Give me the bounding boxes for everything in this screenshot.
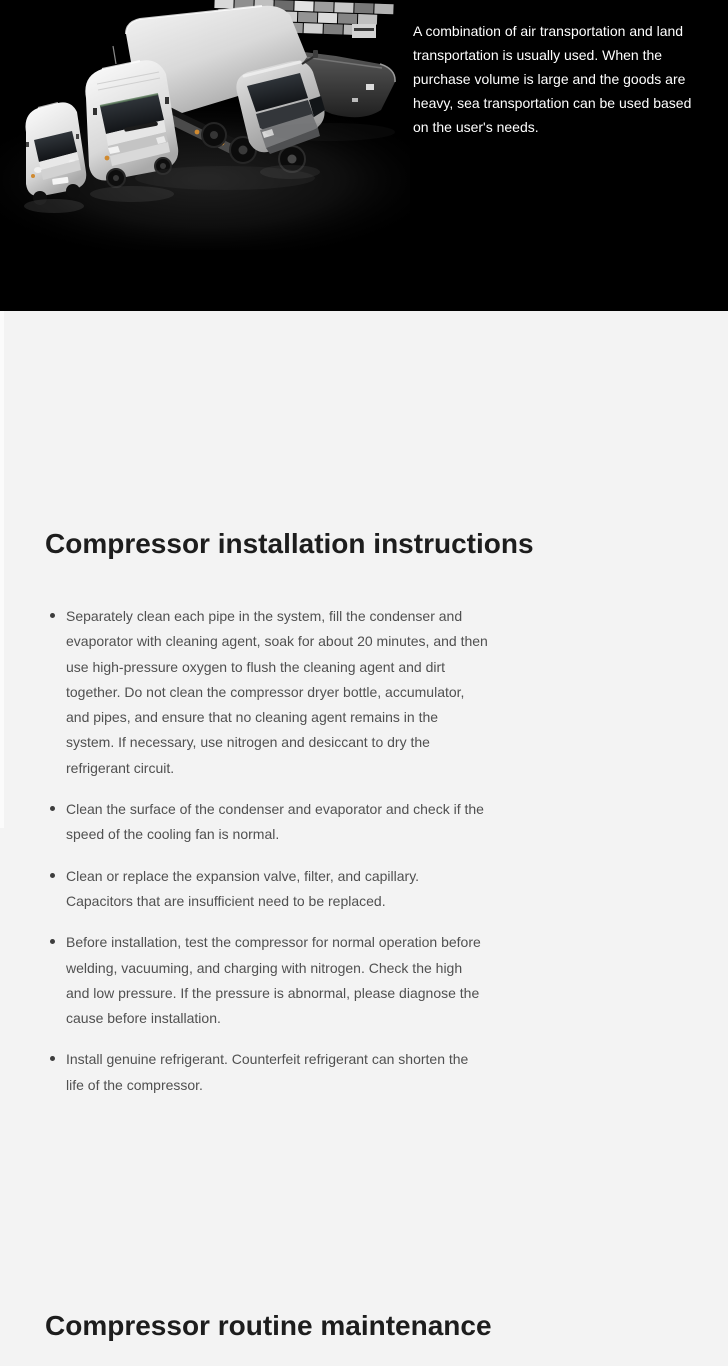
shipping-hero-section: [0, 0, 728, 311]
installation-heading: Compressor installation instructions: [45, 528, 534, 559]
instruction-text: Install genuine refrigerant. Counterfeit refrigerant can shorten the life of the compressor.: [66, 1051, 469, 1093]
instruction-item: [50, 604, 500, 781]
bullet-icon: [50, 873, 55, 878]
bullet-icon: [50, 613, 55, 618]
bullet-icon: [50, 1056, 55, 1061]
shipping-description: A combination of air transportation and land transportation is usually used. When the purchase volume is large and the goods are heavy, sea transportation can be used based on the user's needs.: [413, 23, 692, 135]
instruction-item: [50, 797, 500, 848]
bullet-icon: [50, 806, 55, 811]
instruction-text: Separately clean each pipe in the system, fill the condenser and evaporator with cleaning agent, soak for about 20 minutes, and then use high-pressure oxygen to flush the cleaning agent and dirt together. Do not clean the compressor dryer bottle, accumulator, and pipes, and ensure that no cleaning agent remains in the system. If necessary, use nitrogen and desiccant to dry the refrigerant circuit.: [66, 608, 488, 776]
bullet-icon: [50, 939, 55, 944]
instruction-item: [50, 930, 500, 1031]
left-edge-strip: [0, 311, 4, 828]
instruction-text: Before installation, test the compressor for normal operation before welding, vacuuming, and charging with nitrogen. Check the high and low pressure. If the pressure is abnormal, please diagnose the cause before installation.: [66, 934, 481, 1027]
instruction-text: Clean or replace the expansion valve, filter, and capillary. Capacitors that are insufficient need to be replaced.: [66, 867, 420, 909]
maintenance-heading: Compressor routine maintenance: [45, 1310, 492, 1341]
installation-instructions-list: [50, 604, 500, 1114]
transport-illustration: [0, 0, 410, 250]
instruction-text: Clean the surface of the condenser and evaporator and check if the speed of the cooling fan is normal.: [66, 801, 484, 843]
small-van: [26, 102, 87, 205]
instruction-item: [50, 1047, 500, 1098]
transport-vehicles-image: [0, 0, 410, 250]
instruction-item: [50, 864, 500, 915]
